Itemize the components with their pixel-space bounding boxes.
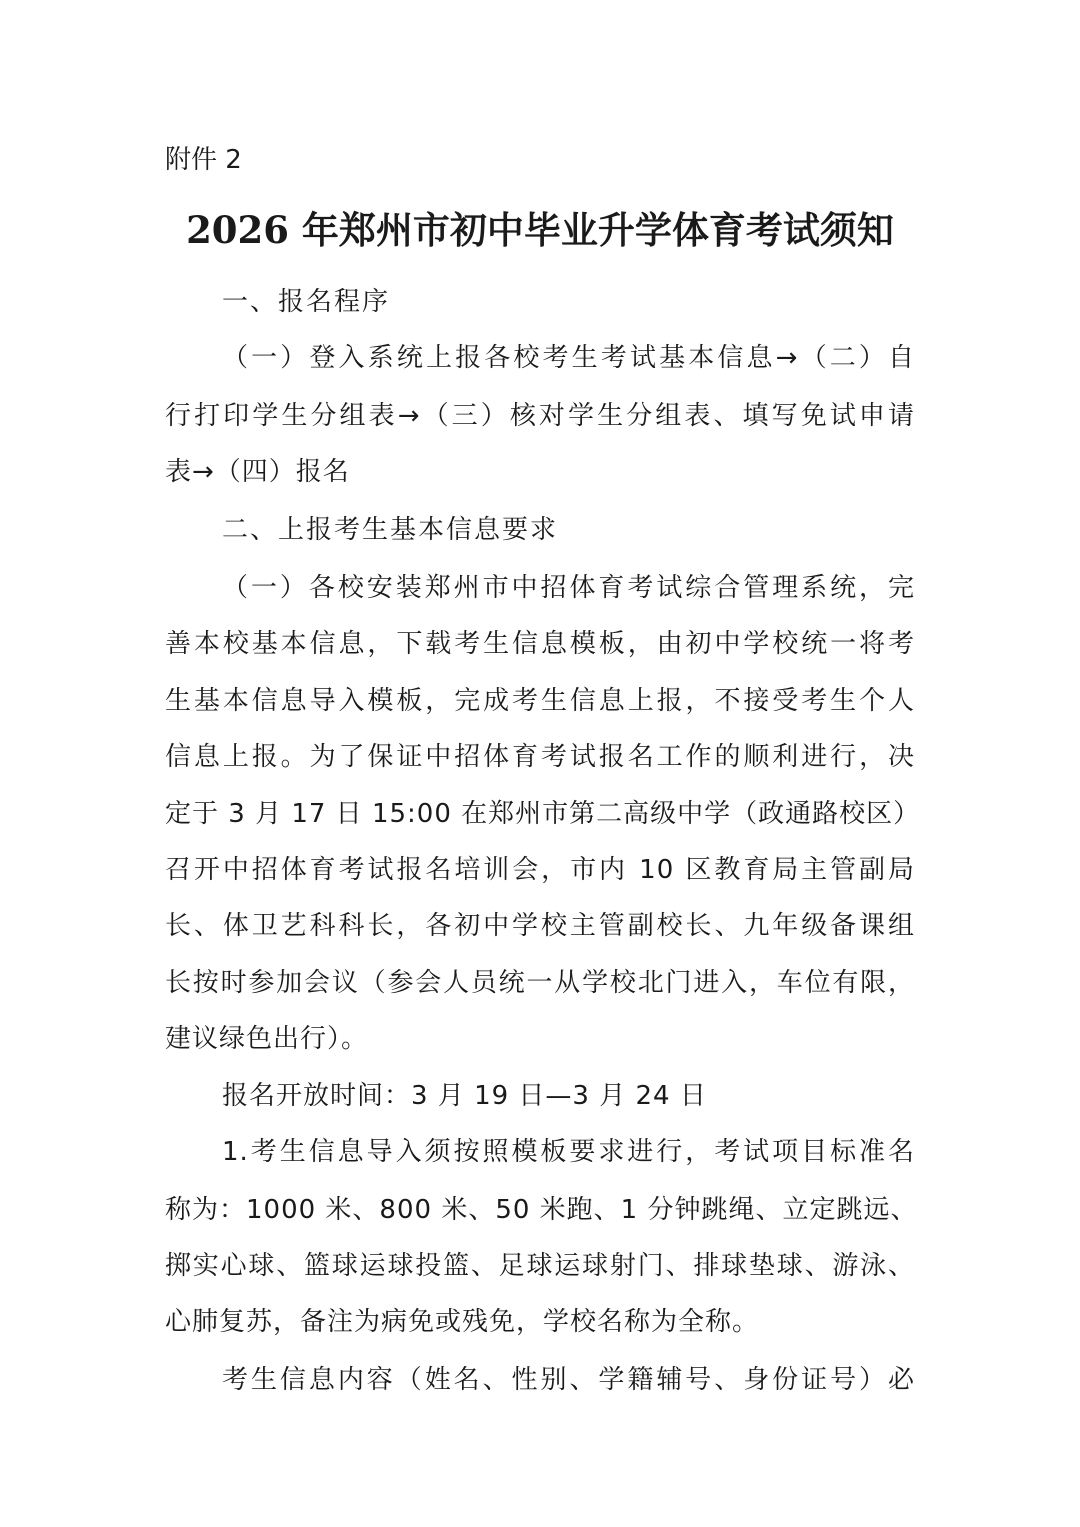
paragraph-line: 1.考生信息导入须按照模板要求进行，考试项目标准名 — [222, 1137, 915, 1167]
paragraph-line: 考生信息内容（姓名、性别、学籍辅号、身份证号）必 — [222, 1365, 915, 1395]
paragraph-line: 心肺复苏，备注为病免或残免，学校名称为全称。 — [165, 1307, 760, 1337]
paragraph-line: （一）登入系统上报各校考生考试基本信息→（二）自 — [222, 343, 915, 373]
section-heading-registration-procedure: 一、报名程序 — [222, 287, 391, 317]
paragraph-line: 生基本信息导入模板，完成考生信息上报，不接受考生个人 — [165, 686, 915, 716]
paragraph-line: 表→（四）报名 — [165, 457, 350, 487]
paragraph-line: 掷实心球、篮球运球投篮、足球运球射门、排球垫球、游泳、 — [165, 1251, 915, 1281]
paragraph-line: 善本校基本信息，下载考生信息模板，由初中学校统一将考 — [165, 629, 915, 659]
paragraph-line: 长、体卫艺科科长，各初中学校主管副校长、九年级备课组 — [165, 911, 915, 941]
document-title: 2026 年郑州市初中毕业升学体育考试须知 — [186, 208, 894, 252]
paragraph-line: 行打印学生分组表→（三）核对学生分组表、填写免试申请 — [165, 401, 915, 431]
paragraph-line: （一）各校安装郑州市中招体育考试综合管理系统，完 — [222, 573, 915, 603]
registration-open-time: 报名开放时间：3 月 19 日—3 月 24 日 — [222, 1081, 707, 1111]
attachment-label: 附件 2 — [165, 145, 242, 175]
paragraph-line: 称为：1000 米、800 米、50 米跑、1 分钟跳绳、立定跳远、 — [165, 1195, 918, 1225]
paragraph-line: 信息上报。为了保证中招体育考试报名工作的顺利进行，决 — [165, 742, 915, 772]
paragraph-line: 建议绿色出行）。 — [165, 1024, 369, 1054]
paragraph-line: 定于 3 月 17 日 15:00 在郑州市第二高级中学（政通路校区） — [165, 799, 921, 829]
paragraph-line: 召开中招体育考试报名培训会，市内 10 区教育局主管副局 — [165, 855, 915, 885]
paragraph-line: 长按时参加会议（参会人员统一从学校北门进入，车位有限， — [165, 968, 915, 998]
section-heading-info-requirements: 二、上报考生基本信息要求 — [222, 515, 559, 545]
